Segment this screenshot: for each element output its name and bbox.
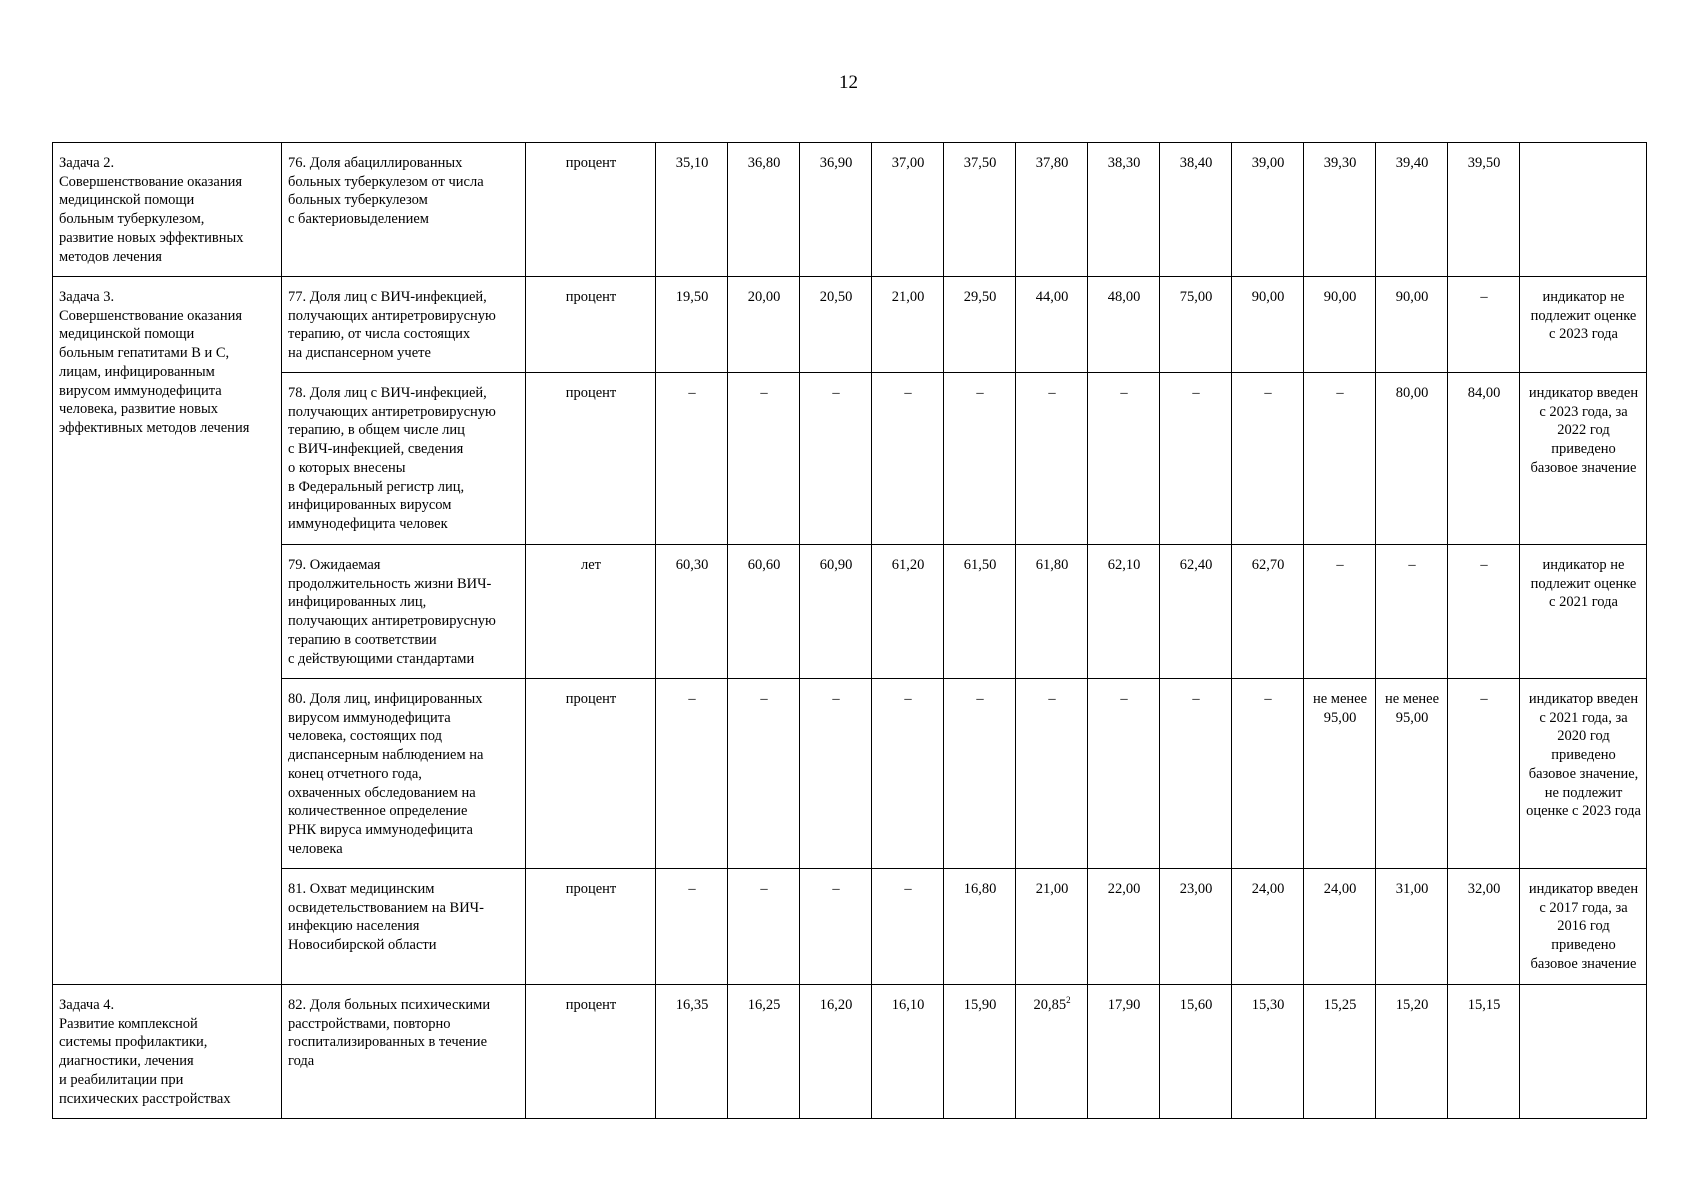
value-cell: 21,00 [872,277,944,373]
indicator-name: 76. Доля абациллированных больных туберкулезом от числа больных туберкулезом с бактериовыделением [282,143,526,277]
value-cell: 48,00 [1088,277,1160,373]
indicators-table [52,142,1647,1119]
table-row [53,679,1647,869]
value-cell: 15,20 [1376,985,1448,1119]
value-cell: 24,00 [1304,869,1376,985]
value-cell: – [1160,373,1232,545]
unit-cell: процент [526,679,656,869]
value-cell: 16,25 [728,985,800,1119]
table-row [53,545,1647,679]
value-cell: 61,20 [872,545,944,679]
value-cell: 62,10 [1088,545,1160,679]
indicator-name: 77. Доля лиц с ВИЧ-инфекцией, получающих антиретровирусную терапию, от числа состоящих на диспансерном учете [282,277,526,373]
indicator-name: 80. Доля лиц, инфицированных вирусом иммунодефицита человека, состоящих под диспансерным наблюдением на конец отчетного года, охваченных обследованием на количественное определение РНК вируса иммунодефицита человека [282,679,526,869]
value-cell: 22,00 [1088,869,1160,985]
value-cell: 38,40 [1160,143,1232,277]
value-cell: 17,90 [1088,985,1160,1119]
value-cell: – [1088,373,1160,545]
value-cell: 37,80 [1016,143,1088,277]
value-cell: не менее 95,00 [1304,679,1376,869]
value-cell: 62,40 [1160,545,1232,679]
value-cell: 20,50 [800,277,872,373]
value-cell: 21,00 [1016,869,1088,985]
table-row [53,277,1647,373]
value-cell: 19,50 [656,277,728,373]
value-cell: – [800,869,872,985]
note-cell: индикатор введен с 2017 года, за 2016 год приведено базовое значение [1520,869,1647,985]
value-cell: 75,00 [1160,277,1232,373]
table-row [53,985,1647,1119]
value-cell: 37,00 [872,143,944,277]
value-cell: 16,35 [656,985,728,1119]
value-cell: – [1304,545,1376,679]
value-cell: 39,30 [1304,143,1376,277]
value-cell: не менее 95,00 [1376,679,1448,869]
note-cell [1520,143,1647,277]
value-cell: 20,00 [728,277,800,373]
value-cell: – [728,869,800,985]
value-cell: 15,30 [1232,985,1304,1119]
value-cell: – [728,373,800,545]
value-cell: 32,00 [1448,869,1520,985]
value-cell: 61,80 [1016,545,1088,679]
value-cell: 15,25 [1304,985,1376,1119]
unit-cell: процент [526,985,656,1119]
footnote-mark: 2 [1066,995,1071,1006]
value-cell: 84,00 [1448,373,1520,545]
value-cell: – [656,679,728,869]
value-cell: 15,90 [944,985,1016,1119]
task-cell: Задача 3. Совершенствование оказания медицинской помощи больным гепатитами В и С, лицам, инфицированным вирусом иммунодефицита человека, развитие новых эффективных методов лечения [53,277,282,985]
value-cell: 60,60 [728,545,800,679]
unit-cell: процент [526,869,656,985]
indicator-name: 78. Доля лиц с ВИЧ-инфекцией, получающих антиретровирусную терапию, в общем числе лиц с ВИЧ-инфекцией, сведения о которых внесены в Федеральный регистр лиц, инфицированных вирусом иммунодефицита человек [282,373,526,545]
value-cell: 36,80 [728,143,800,277]
table-row [53,373,1647,545]
indicator-name: 79. Ожидаемая продолжительность жизни ВИЧ- инфицированных лиц, получающих антиретровирусную терапию в соответствии с действующими стандартами [282,545,526,679]
value-cell: – [728,679,800,869]
note-cell: индикатор введен с 2021 года, за 2020 год приведено базовое значение, не подлежит оценке с 2023 года [1520,679,1647,869]
value-cell: – [800,679,872,869]
task-cell: Задача 2. Совершенствование оказания медицинской помощи больным туберкулезом, развитие новых эффективных методов лечения [53,143,282,277]
value-cell: – [1448,277,1520,373]
value-cell: 37,50 [944,143,1016,277]
value-cell: – [944,679,1016,869]
value-cell: – [872,373,944,545]
task-cell: Задача 4. Развитие комплексной системы профилактики, диагностики, лечения и реабилитации при психических расстройствах [53,985,282,1119]
note-cell [1520,985,1647,1119]
value-cell: 15,60 [1160,985,1232,1119]
value-cell: 44,00 [1016,277,1088,373]
value-cell: – [1232,679,1304,869]
value-cell: 36,90 [800,143,872,277]
unit-cell: процент [526,143,656,277]
value-cell: 80,00 [1376,373,1448,545]
value-cell: – [1160,679,1232,869]
value-cell: 90,00 [1232,277,1304,373]
value-cell: – [1088,679,1160,869]
value-cell: – [800,373,872,545]
page-number: 12 [839,72,858,93]
value-cell: 16,10 [872,985,944,1119]
value-cell: – [1304,373,1376,545]
value-cell [1016,985,1088,1119]
value-cell: 62,70 [1232,545,1304,679]
value-cell: 16,20 [800,985,872,1119]
value-cell: – [1448,545,1520,679]
value-cell: 16,80 [944,869,1016,985]
value-cell: 90,00 [1304,277,1376,373]
value-cell: – [1016,373,1088,545]
value-cell: 35,10 [656,143,728,277]
value-cell: – [944,373,1016,545]
value-cell: 24,00 [1232,869,1304,985]
value-cell: 29,50 [944,277,1016,373]
value-cell: – [872,679,944,869]
value-cell: 31,00 [1376,869,1448,985]
unit-cell: процент [526,277,656,373]
indicator-name: 81. Охват медицинским освидетельствованием на ВИЧ- инфекцию населения Новосибирской области [282,869,526,985]
value-cell: 23,00 [1160,869,1232,985]
value-cell: – [1016,679,1088,869]
value-cell: 60,30 [656,545,728,679]
value-cell: 39,40 [1376,143,1448,277]
value-cell: 61,50 [944,545,1016,679]
note-cell: индикатор не подлежит оценке с 2021 года [1520,545,1647,679]
value-cell: – [1376,545,1448,679]
value-cell: – [1232,373,1304,545]
indicator-name: 82. Доля больных психическими расстройствами, повторно госпитализированных в течение года [282,985,526,1119]
value-cell: 60,90 [800,545,872,679]
value-cell: 38,30 [1088,143,1160,277]
value-cell: 15,15 [1448,985,1520,1119]
value-cell: – [872,869,944,985]
value-cell: – [656,869,728,985]
table-row [53,143,1647,277]
unit-cell: лет [526,545,656,679]
note-cell: индикатор не подлежит оценке с 2023 года [1520,277,1647,373]
value-cell: 39,00 [1232,143,1304,277]
unit-cell: процент [526,373,656,545]
value-text: 20,85 [1033,997,1067,1013]
value-cell: – [1448,679,1520,869]
value-cell: 90,00 [1376,277,1448,373]
table-row [53,869,1647,985]
note-cell: индикатор введен с 2023 года, за 2022 год приведено базовое значение [1520,373,1647,545]
value-cell: 39,50 [1448,143,1520,277]
value-cell: – [656,373,728,545]
